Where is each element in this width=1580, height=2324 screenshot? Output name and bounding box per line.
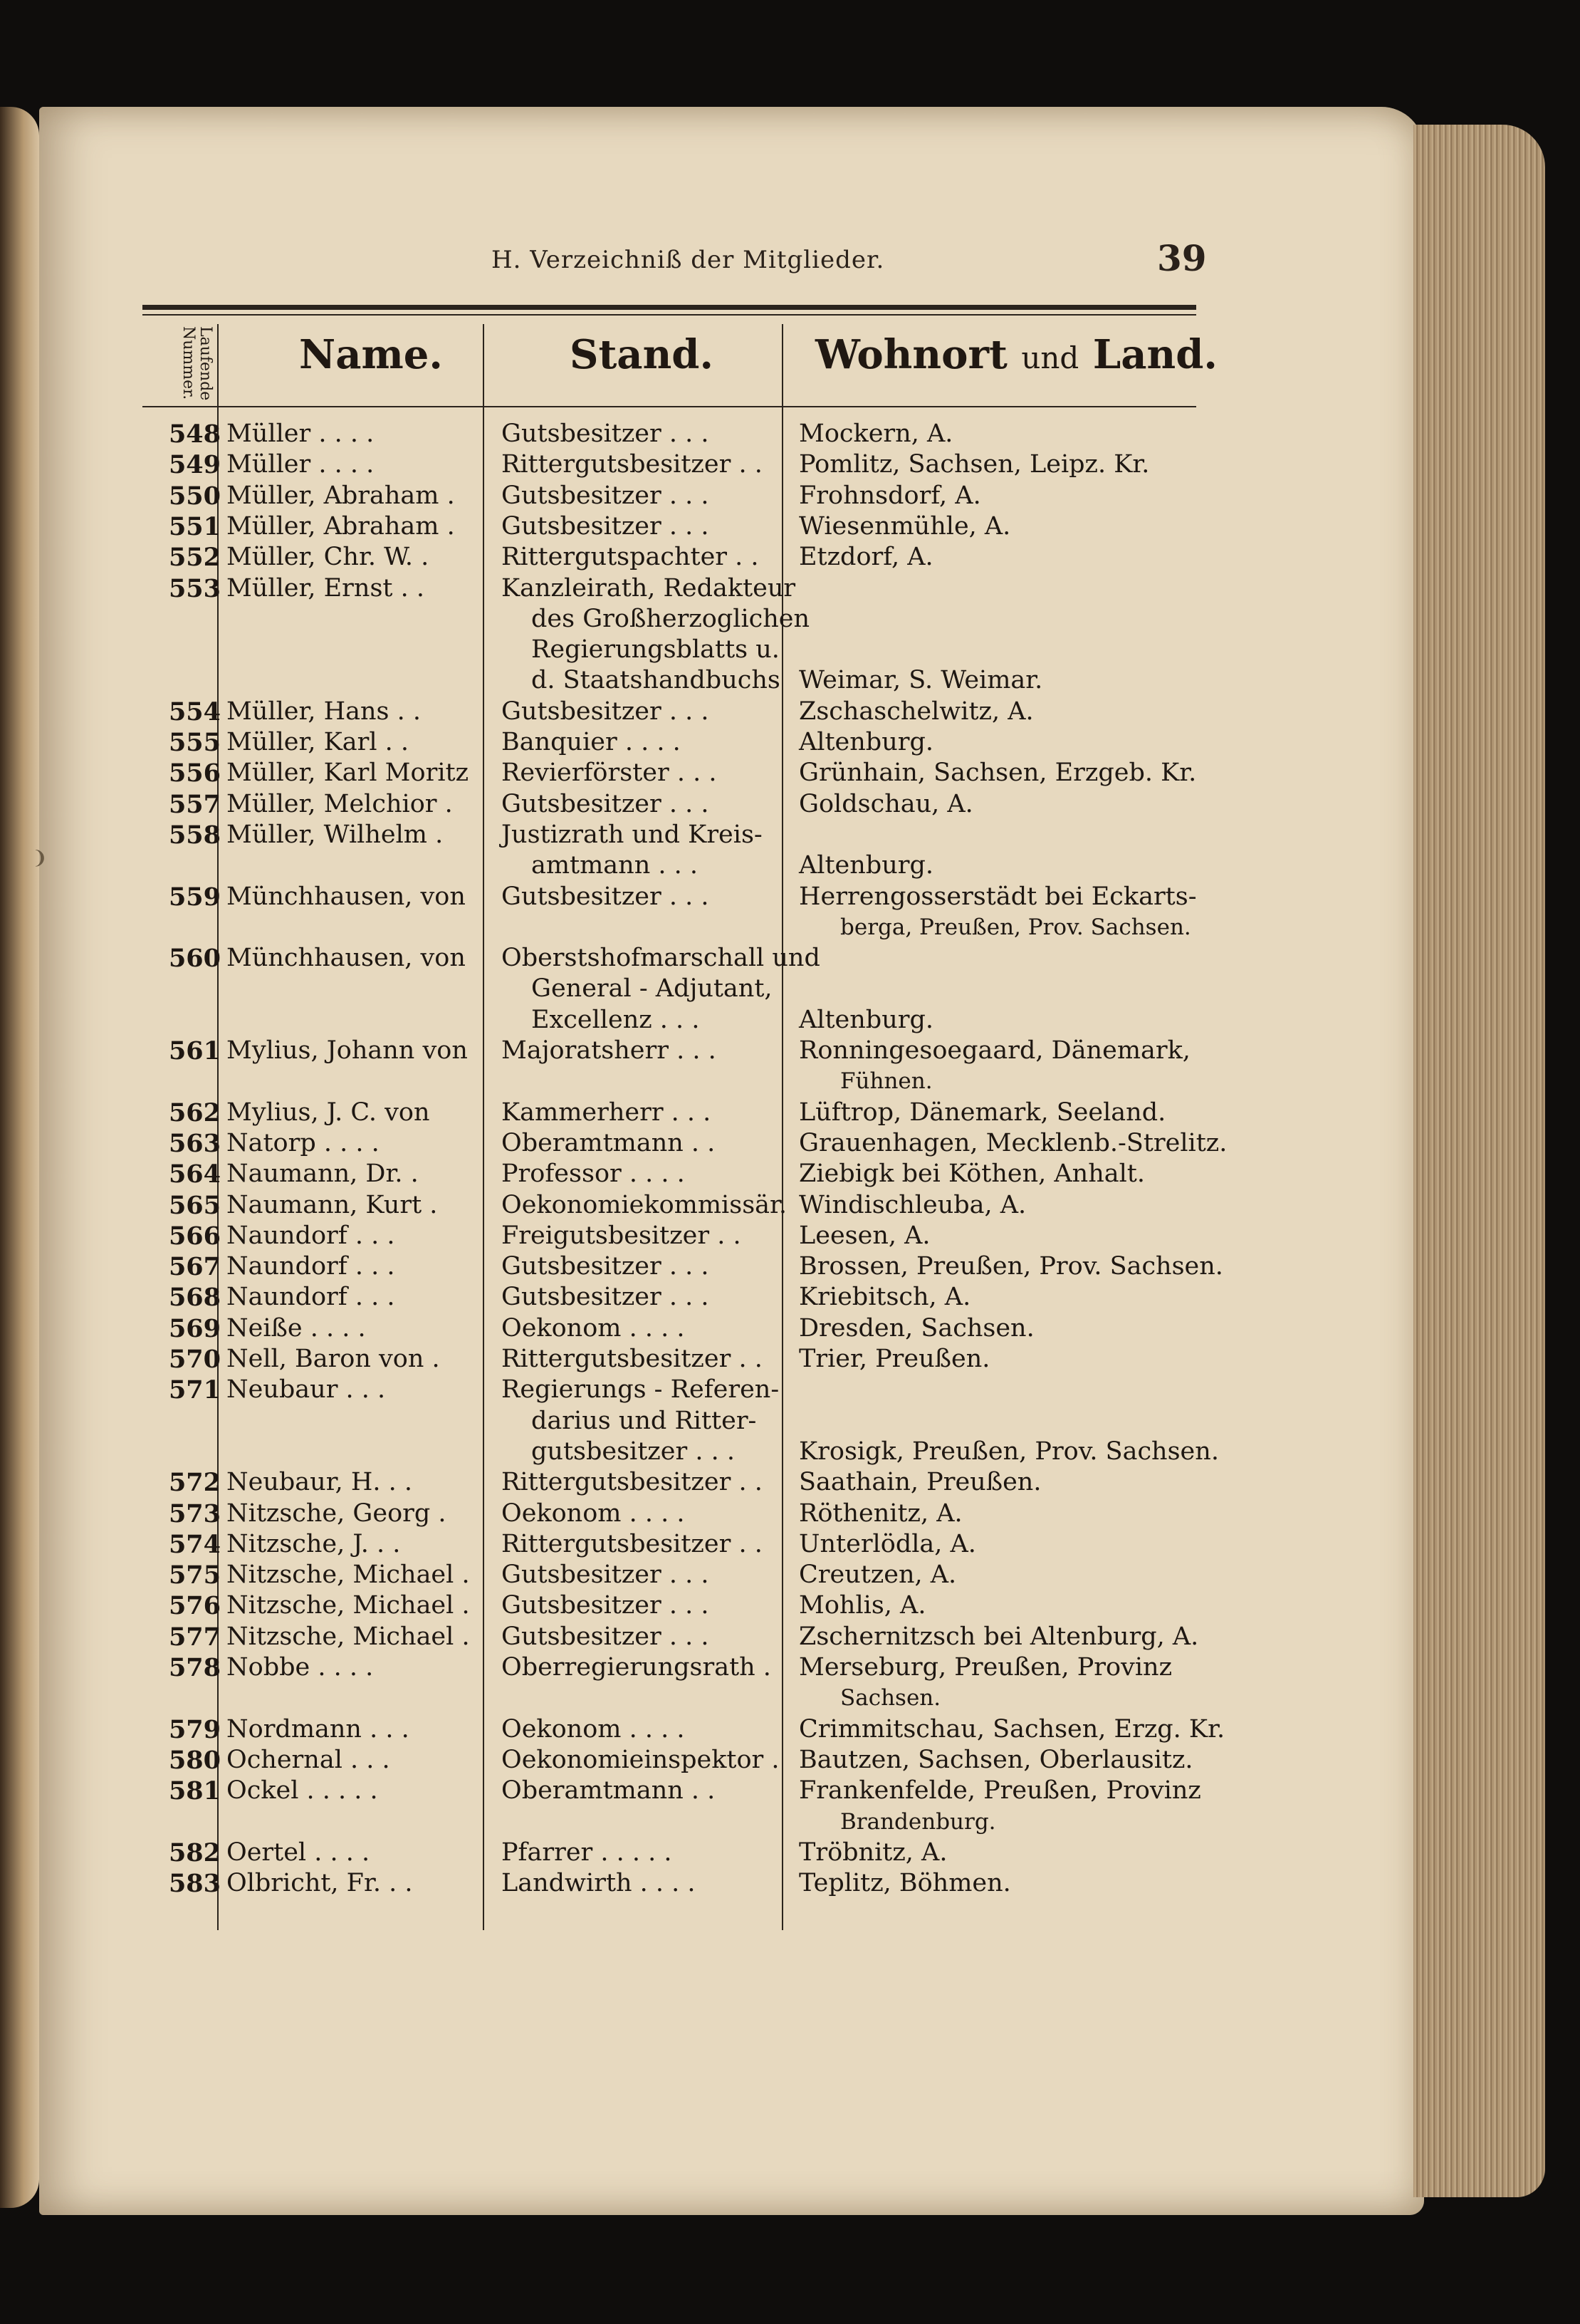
entry-wohnort: Frohnsdorf, A.	[799, 481, 981, 510]
entry-stand: Revierförster . . .	[501, 759, 717, 788]
entry-number: 565	[168, 1190, 221, 1220]
entry-stand: Rittergutsbesitzer . .	[501, 1345, 763, 1373]
entry-number: 573	[168, 1499, 221, 1528]
entry-stand: Gutsbesitzer . . .	[501, 882, 709, 911]
entry-stand: Rittergutspachter . .	[501, 543, 759, 572]
entry-name: Müller, Ernst . .	[226, 573, 424, 603]
entry-stand: gutsbesitzer . . .	[531, 1437, 735, 1466]
entry-stand: Gutsbesitzer . . .	[501, 420, 709, 448]
entry-name: Neubaur . . .	[226, 1375, 386, 1405]
entry-wohnort: Röthenitz, A.	[799, 1499, 963, 1528]
entry-name: Natorp . . . .	[226, 1128, 380, 1157]
entry-name: Nitzsche, Michael .	[226, 1560, 470, 1590]
entry-stand: des Großherzoglichen	[531, 604, 810, 633]
entry-number: 561	[168, 1036, 221, 1065]
entry-number: 583	[168, 1869, 221, 1899]
entry-name: Nell, Baron von .	[226, 1345, 440, 1373]
entry-wohnort: Ronningesoegaard, Dänemark,	[799, 1036, 1191, 1065]
entry-name: Neiße . . . .	[226, 1313, 366, 1343]
entry-wohnort: Frankenfelde, Preußen, Provinz	[799, 1776, 1201, 1805]
column-head-wohnort-land: Land.	[1092, 331, 1218, 378]
entry-number: 581	[168, 1776, 221, 1806]
entry-number: 563	[168, 1128, 221, 1158]
entry-stand: Oberamtmann . .	[501, 1776, 716, 1805]
entry-wohnort: Altenburg.	[799, 851, 933, 880]
entry-name: Ochernal . . .	[226, 1745, 390, 1774]
entry-number: 550	[168, 481, 221, 511]
entry-stand: Oberamtmann . .	[501, 1128, 716, 1157]
entry-stand: Excellenz . . .	[531, 1005, 700, 1034]
entry-stand: Rittergutsbesitzer . .	[501, 1468, 763, 1497]
entry-wohnort: Etzdorf, A.	[799, 543, 933, 572]
entry-number: 564	[168, 1160, 221, 1189]
entry-wohnort: Mohlis, A.	[799, 1591, 926, 1620]
column-head-wohnort-und: und	[1021, 340, 1079, 375]
entry-wohnort: Krosigk, Preußen, Prov. Sachsen.	[799, 1437, 1219, 1466]
entry-stand: Gutsbesitzer . . .	[501, 481, 709, 510]
entry-number: 569	[168, 1313, 221, 1343]
entry-name: Naumann, Kurt .	[226, 1190, 438, 1219]
entry-wohnort: Leesen, A.	[799, 1221, 931, 1250]
header-rule-thick	[142, 305, 1196, 310]
entry-wohnort: Saathain, Preußen.	[799, 1468, 1042, 1497]
entry-stand: d. Staatshandbuchs	[531, 666, 780, 695]
entry-stand: Pfarrer . . . . .	[501, 1838, 672, 1867]
entry-wohnort: Trier, Preußen.	[799, 1345, 990, 1373]
entry-name: Müller, Karl Moritz	[226, 759, 469, 788]
entry-number: 559	[168, 882, 221, 912]
column-divider-name	[483, 324, 484, 1930]
entry-name: Müller . . . .	[226, 450, 375, 479]
entry-number: 572	[168, 1468, 221, 1498]
entry-number: 575	[168, 1560, 221, 1590]
entry-stand: Oekonomiekommissär.	[501, 1190, 788, 1219]
entry-wohnort: Herrengosserstädt bei Eckarts-	[799, 882, 1197, 911]
entry-wohnort: Crimmitschau, Sachsen, Erzg. Kr.	[799, 1714, 1225, 1744]
entry-number: 580	[168, 1745, 221, 1775]
entry-number: 576	[168, 1591, 221, 1621]
entry-stand: General - Adjutant,	[531, 974, 773, 1004]
entry-stand: Professor . . . .	[501, 1160, 685, 1189]
entry-wohnort: Unterlödla, A.	[799, 1529, 976, 1558]
entry-stand: Banquier . . . .	[501, 728, 681, 756]
entry-wohnort: berga, Preußen, Prov. Sachsen.	[840, 914, 1191, 940]
entry-name: Nitzsche, Michael .	[226, 1591, 470, 1620]
entry-wohnort: Dresden, Sachsen.	[799, 1313, 1035, 1343]
entry-name: Münchhausen, von	[226, 882, 466, 911]
entry-wohnort: Windischleuba, A.	[799, 1190, 1027, 1219]
entry-name: Naundorf . . .	[226, 1252, 395, 1281]
entry-stand: Oekonom . . . .	[501, 1714, 685, 1744]
entry-number: 574	[168, 1529, 221, 1559]
entry-name: Nitzsche, Georg .	[226, 1499, 446, 1528]
entry-stand: Oekonomieinspektor .	[501, 1745, 780, 1774]
entry-wohnort: Zschernitzsch bei Altenburg, A.	[799, 1622, 1199, 1651]
entry-stand: Rittergutsbesitzer . .	[501, 1529, 763, 1558]
entry-wohnort: Mockern, A.	[799, 420, 953, 448]
entry-name: Nitzsche, Michael .	[226, 1622, 470, 1651]
entry-stand: Oekonom . . . .	[501, 1499, 685, 1528]
entry-wohnort: Wiesenmühle, A.	[799, 511, 1011, 541]
entry-name: Neubaur, H. . .	[226, 1468, 412, 1497]
entry-stand: Gutsbesitzer . . .	[501, 1591, 709, 1620]
entry-stand: Rittergutsbesitzer . .	[501, 450, 763, 479]
entry-number: 568	[168, 1283, 221, 1313]
facing-page-edge	[0, 107, 39, 2208]
page-stack-edge	[1413, 125, 1545, 2197]
entry-name: Naundorf . . .	[226, 1221, 395, 1250]
entry-wohnort: Creutzen, A.	[799, 1560, 957, 1590]
entry-wohnort: Merseburg, Preußen, Provinz	[799, 1653, 1173, 1682]
entry-stand: Gutsbesitzer . . .	[501, 1622, 709, 1651]
entry-wohnort: Tröbnitz, A.	[799, 1838, 948, 1867]
entry-number: 554	[168, 697, 221, 726]
column-head-name: Name.	[299, 331, 443, 378]
entry-stand: Regierungs - Referen-	[501, 1375, 780, 1405]
entry-number: 567	[168, 1252, 221, 1282]
running-head: H. Verzeichniß der Mitglieder.	[491, 246, 885, 274]
entry-stand: Gutsbesitzer . . .	[501, 697, 709, 726]
entry-wohnort: Altenburg.	[799, 728, 933, 756]
entry-name: Olbricht, Fr. . .	[226, 1869, 413, 1898]
page-number: 39	[1157, 237, 1207, 279]
entry-number: 562	[168, 1098, 221, 1127]
entry-wohnort: Sachsen.	[840, 1685, 941, 1711]
column-head-wohnort	[815, 331, 1218, 378]
entry-wohnort: Ziebigk bei Köthen, Anhalt.	[799, 1160, 1146, 1189]
entry-stand: Freigutsbesitzer . .	[501, 1221, 741, 1250]
entry-stand: Gutsbesitzer . . .	[501, 1283, 709, 1312]
entry-stand: Gutsbesitzer . . .	[501, 511, 709, 541]
entry-name: Mylius, J. C. von	[226, 1098, 430, 1127]
entry-wohnort: Grünhain, Sachsen, Erzgeb. Kr.	[799, 759, 1197, 788]
entry-stand: Gutsbesitzer . . .	[501, 789, 709, 818]
column-head-rule	[142, 406, 1196, 407]
entry-number: 566	[168, 1221, 221, 1251]
entry-wohnort: Pomlitz, Sachsen, Leipz. Kr.	[799, 450, 1150, 479]
entry-name: Mylius, Johann von	[226, 1036, 468, 1065]
entry-name: Naumann, Dr. .	[226, 1160, 419, 1189]
gutter-mark: ❩	[32, 848, 48, 869]
entry-wohnort: Teplitz, Böhmen.	[799, 1869, 1011, 1898]
entry-wohnort: Kriebitsch, A.	[799, 1283, 971, 1312]
entry-number: 549	[168, 450, 221, 480]
entry-wohnort: Weimar, S. Weimar.	[799, 666, 1043, 695]
entry-number: 552	[168, 543, 221, 573]
entry-name: Ockel . . . . .	[226, 1776, 378, 1805]
entry-name: Nordmann . . .	[226, 1714, 409, 1744]
entry-name: Müller, Chr. W. .	[226, 543, 429, 572]
entry-name: Müller, Hans . .	[226, 697, 422, 726]
entry-name: Müller, Abraham .	[226, 511, 455, 541]
entry-stand: Justizrath und Kreis-	[501, 820, 763, 849]
entry-number: 553	[168, 573, 221, 603]
entry-wohnort: Brossen, Preußen, Prov. Sachsen.	[799, 1252, 1223, 1281]
entry-stand: Gutsbesitzer . . .	[501, 1560, 709, 1590]
entry-number: 577	[168, 1622, 221, 1652]
column-head-number: Laufende Nummer.	[179, 325, 214, 401]
entry-stand: Oberregierungsrath .	[501, 1653, 771, 1682]
entry-number: 557	[168, 789, 221, 819]
entry-wohnort: Brandenburg.	[840, 1808, 996, 1835]
entry-number: 578	[168, 1653, 221, 1682]
entry-stand: Kanzleirath, Redakteur	[501, 573, 796, 603]
entry-wohnort: Altenburg.	[799, 1005, 933, 1034]
entry-stand: Majoratsherr . . .	[501, 1036, 716, 1065]
entry-number: 558	[168, 820, 221, 850]
entry-number: 579	[168, 1714, 221, 1744]
entry-stand: Landwirth . . . .	[501, 1869, 696, 1898]
entry-wohnort: Fühnen.	[840, 1068, 933, 1095]
entry-stand: Regierungsblatts u.	[531, 635, 780, 665]
entry-stand: Kammerherr . . .	[501, 1098, 711, 1127]
entry-name: Müller, Abraham .	[226, 481, 455, 510]
entry-name: Oertel . . . .	[226, 1838, 370, 1867]
entry-number: 548	[168, 420, 221, 449]
entry-wohnort: Goldschau, A.	[799, 789, 973, 818]
entry-stand: darius und Ritter-	[531, 1406, 757, 1435]
entry-name: Nobbe . . . .	[226, 1653, 374, 1682]
entry-stand: amtmann . . .	[531, 851, 699, 880]
entry-name: Naundorf . . .	[226, 1283, 395, 1312]
entry-number: 582	[168, 1838, 221, 1867]
entry-wohnort: Zschaschelwitz, A.	[799, 697, 1034, 726]
entry-name: Müller . . . .	[226, 420, 375, 448]
entry-name: Müller, Melchior .	[226, 789, 453, 818]
entry-name: Müller, Wilhelm .	[226, 820, 444, 849]
entry-number: 570	[168, 1345, 221, 1374]
column-head-wohnort-main: Wohnort	[815, 331, 1008, 378]
entry-number: 555	[168, 728, 221, 757]
entry-wohnort: Lüftrop, Dänemark, Seeland.	[799, 1098, 1166, 1127]
entry-name: Münchhausen, von	[226, 944, 466, 973]
entry-number: 571	[168, 1375, 221, 1405]
column-head-stand: Stand.	[570, 331, 713, 378]
entry-name: Müller, Karl . .	[226, 728, 409, 756]
entry-wohnort: Bautzen, Sachsen, Oberlausitz.	[799, 1745, 1193, 1774]
entry-number: 556	[168, 759, 221, 788]
entry-stand: Gutsbesitzer . . .	[501, 1252, 709, 1281]
entry-name: Nitzsche, J. . .	[226, 1529, 401, 1558]
entry-stand: Oekonom . . . .	[501, 1313, 685, 1343]
entry-number: 560	[168, 944, 221, 974]
entry-number: 551	[168, 511, 221, 541]
entry-wohnort: Grauenhagen, Mecklenb.-Strelitz.	[799, 1128, 1228, 1157]
header-rule-thin	[142, 314, 1196, 316]
entry-stand: Oberstshofmarschall und	[501, 944, 820, 973]
